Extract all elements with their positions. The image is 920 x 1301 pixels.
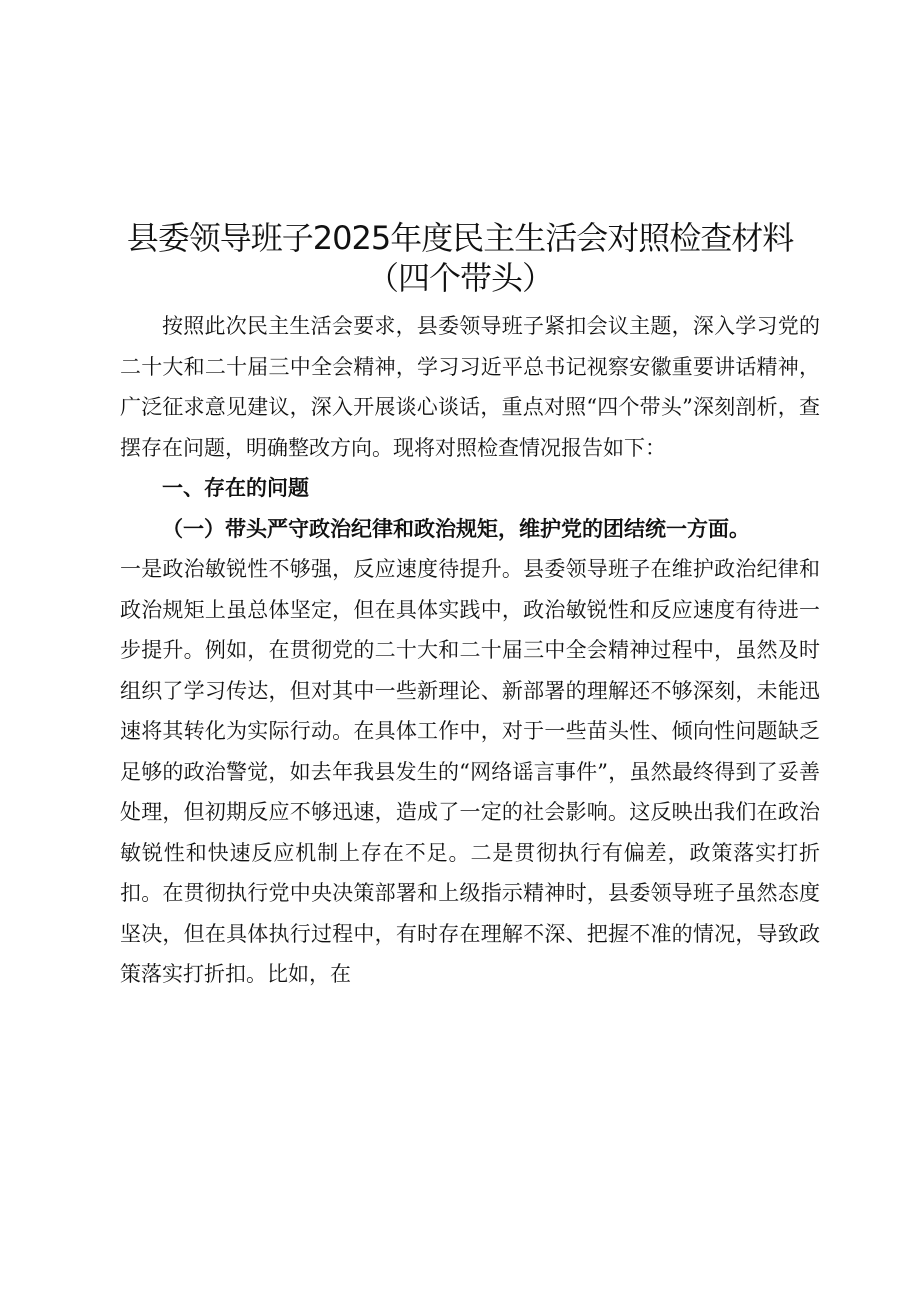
document-body xyxy=(120,306,820,995)
subsection-heading-political-discipline: （一）带头严守政治纪律和政治规矩，维护党的团结统一方面。 xyxy=(162,515,750,541)
intro-paragraph: 按照此次民主生活会要求，县委领导班子紧扣会议主题，深入学习党的二十大和二十届三中全会精神，学习习近平总书记视察安徽重要讲话精神，广泛征求意见建议，深入开展谈心谈话，重点对照“四个带头”深刻剖析，查摆存在问题，明确整改方向。现将对照检查情况报告如下： xyxy=(120,314,820,460)
document-subtitle: （四个带头） xyxy=(366,259,553,297)
document-title: 县委领导班子2025年度民主生活会对照检查材料 xyxy=(126,219,794,257)
subsection-paragraph: 一是政治敏锐性不够强，反应速度待提升。县委领导班子在维护政治纪律和政治规矩上虽总体坚定，但在具体实践中，政治敏锐性和反应速度有待进一步提升。例如，在贯彻党的二十大和二十届三中全会精神过程中，虽然及时组织了学习传达，但对其中一些新理论、新部署的理解还不够深刻，未能迅速将其转化为实际行动。在具体工作中，对于一些苗头性、倾向性问题缺乏足够的政治警觉，如去年我县发生的“网络谣言事件”，虽然最终得到了妥善处理，但初期反应不够迅速，造成了一定的社会影响。这反映出我们在政治敏锐性和快速反应机制上存在不足。二是贯彻执行有偏差，政策落实打折扣。在贯彻执行党中央决策部署和上级指示精神时，县委领导班子虽然态度坚决，但在具体执行过程中，有时存在理解不深、把握不准的情况，导致政策落实打折扣。比如，在 xyxy=(120,557,820,986)
section-heading-problems: 一、存在的问题 xyxy=(162,475,309,500)
